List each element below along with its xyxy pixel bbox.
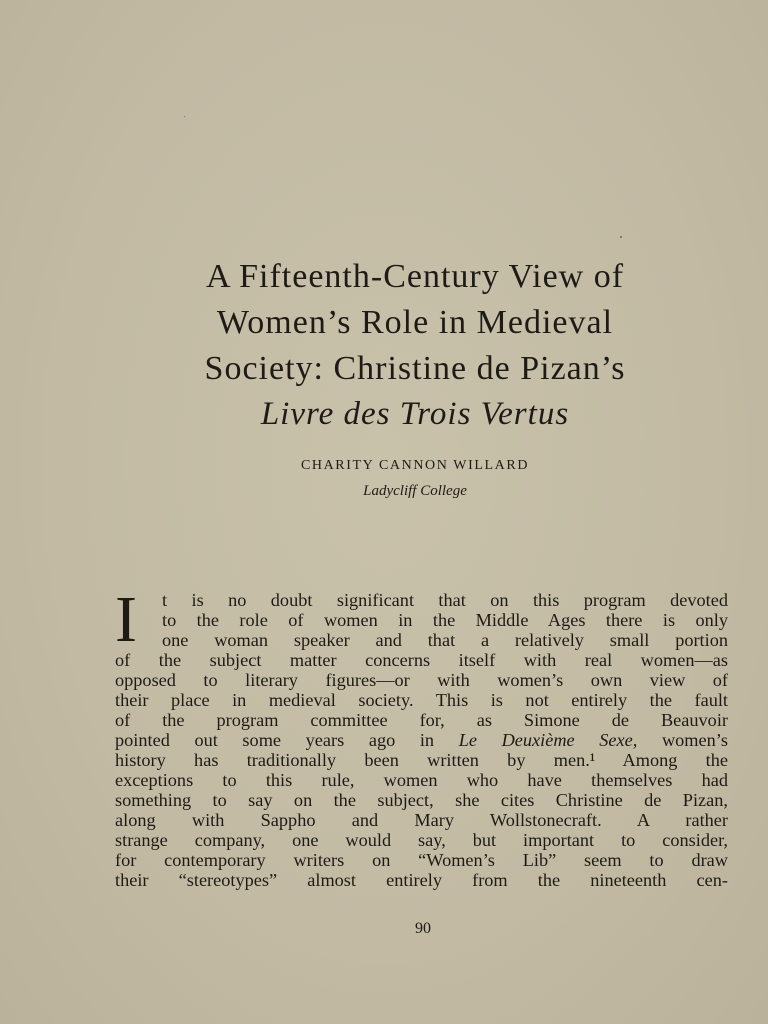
- page-number: 90: [415, 920, 431, 937]
- author-affiliation: Ladycliff College: [363, 483, 467, 499]
- article-title: [90, 254, 740, 436]
- text-line: of the subject matter concerns itself with real women—as: [115, 650, 728, 670]
- book-title-italic: Le Deuxième Sexe,: [458, 730, 638, 750]
- body-paragraph: [115, 583, 728, 890]
- text-line: exceptions to this rule, women who have themselves had: [115, 770, 728, 790]
- title-italic-line: Livre des Trois Vertus: [260, 396, 570, 432]
- title-line: A Fifteenth-Century View of: [205, 258, 625, 295]
- title-line: Women’s Role in Medieval: [216, 304, 614, 341]
- text-line: opposed to literary figures—or with women’s own view of: [115, 670, 728, 690]
- scan-speck: [620, 236, 622, 238]
- text-line: something to say on the subject, she cites Christine de Pizan,: [115, 790, 728, 810]
- text-segment: women’s: [637, 730, 728, 750]
- author-name: CHARITY CANNON WILLARD: [300, 458, 530, 473]
- text-line: strange company, one would say, but important to consider,: [115, 830, 728, 850]
- text-line: their “stereotypes” almost entirely from the nineteenth cen-: [115, 870, 728, 890]
- text-line: to the role of women in the Middle Ages there is only: [162, 610, 728, 630]
- drop-cap: I: [115, 583, 137, 656]
- text-line: one woman speaker and that a relatively small portion: [162, 630, 728, 650]
- text-line: their place in medieval society. This is not entirely the fault: [115, 690, 728, 710]
- text-line: along with Sappho and Mary Wollstonecraft. A rather: [115, 810, 728, 830]
- text-line: t is no doubt significant that on this program devoted: [162, 590, 728, 610]
- text-line: for contemporary writers on “Women’s Lib” seem to draw: [115, 850, 728, 870]
- title-line: Society: Christine de Pizan’s: [204, 350, 626, 387]
- text-line: [115, 730, 728, 750]
- text-line: history has traditionally been written by men.¹ Among the: [115, 750, 728, 770]
- scan-speck: [184, 116, 185, 117]
- text-line: of the program committee for, as Simone de Beauvoir: [115, 710, 728, 730]
- text-segment: pointed out some years ago in: [115, 730, 459, 750]
